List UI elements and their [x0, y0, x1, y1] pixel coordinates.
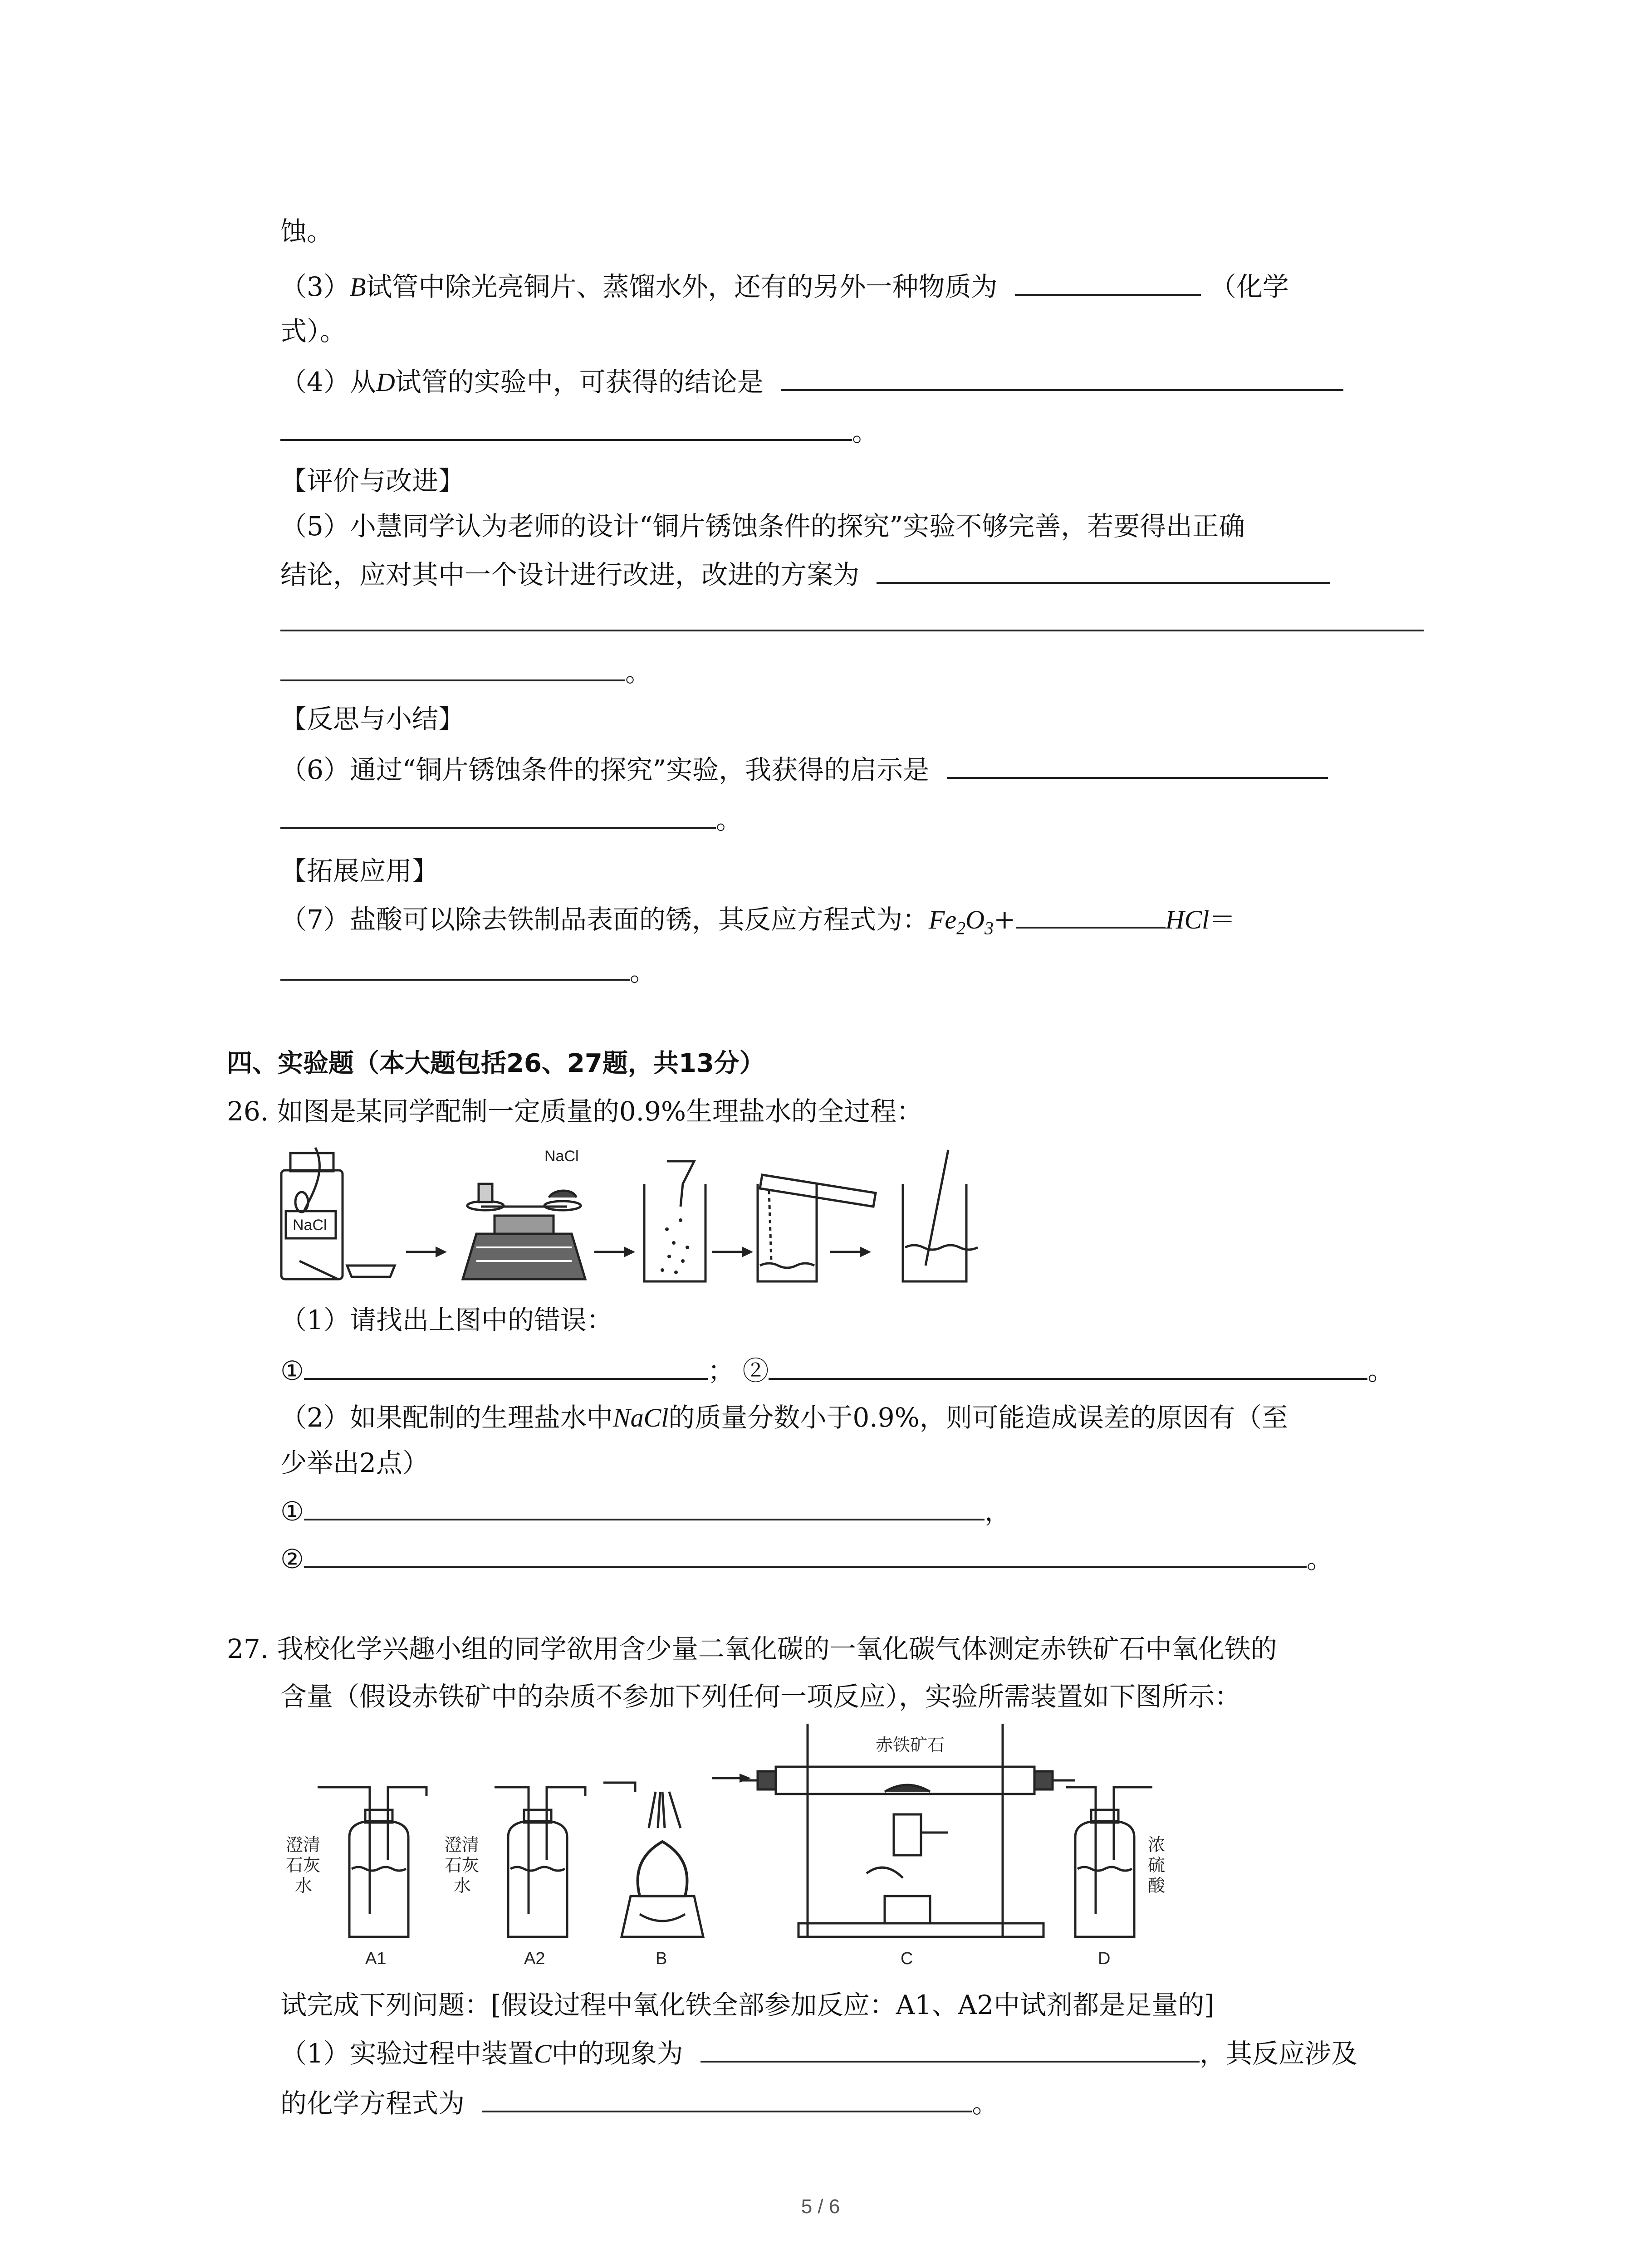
a1-reagent-line1: 澄清: [286, 1836, 321, 1855]
q4-line2: 。: [280, 413, 878, 450]
ore-label: 赤铁矿石: [876, 1736, 945, 1755]
answer-blank[interactable]: [304, 1492, 985, 1520]
nacl-balance-label: NaCl: [544, 1148, 579, 1165]
answer-blank[interactable]: [482, 2084, 972, 2112]
answer-blank[interactable]: [304, 1540, 1307, 1568]
q26-stem: 26. 如图是某同学配制一定质量的0.9%生理盐水的全过程：: [227, 1096, 923, 1127]
q6-line1: （6）通过“铜片锈蚀条件的探究”实验，我获得的启示是: [280, 751, 1328, 788]
label-c: C: [901, 1949, 913, 1968]
label-b: B: [656, 1949, 667, 1968]
answer-blank[interactable]: [1016, 900, 1166, 929]
d-reagent-line2: 硫: [1148, 1856, 1166, 1875]
q26-sub2-answer2: ② 。: [280, 1540, 1333, 1577]
a2-reagent-line1: 澄清: [445, 1836, 480, 1855]
q26-procedure-figure: [272, 1143, 1007, 1293]
label-a1: A1: [365, 1949, 387, 1968]
q27-stem-line2: 含量（假设赤铁矿中的杂质不参加下列任何一项反应），实验所需装置如下图所示：: [280, 1681, 1241, 1712]
eval-heading: 【评价与改进】: [280, 465, 465, 496]
answer-blank[interactable]: [947, 751, 1328, 779]
q26-sub2-answer1: ① ，: [280, 1492, 1011, 1530]
answer-blank[interactable]: [781, 363, 1343, 391]
q3-line2: 式）。: [280, 316, 347, 347]
q27-sub1-line1: （1）实验过程中装置C中的现象为 ，其反应涉及: [280, 2034, 1357, 2072]
q5-line3: [280, 603, 1424, 640]
a1-reagent-line2: 石灰: [286, 1856, 321, 1875]
answer-blank[interactable]: [1015, 268, 1201, 296]
answer-blank[interactable]: [280, 953, 630, 981]
q3-line1: （3）B试管中除光亮铜片、蒸馏水外，还有的另外一种物质为 （化学: [280, 268, 1289, 305]
q26-sub2-line1: （2）如果配制的生理盐水中NaCl的质量分数小于0.9%，则可能造成误差的原因有（至: [280, 1402, 1288, 1433]
apply-heading: 【拓展应用】: [280, 855, 439, 886]
section-heading: 四、实验题（本大题包括26、27题，共13分）: [227, 1049, 765, 1078]
answer-blank[interactable]: [700, 2034, 1200, 2063]
d-reagent-line3: 酸: [1148, 1877, 1166, 1896]
answer-blank[interactable]: [877, 556, 1330, 584]
q27-stem-line1: 27. 我校化学兴趣小组的同学欲用含少量二氧化碳的一氧化碳气体测定赤铁矿石中氧化铁的: [227, 1633, 1277, 1664]
reflect-heading: 【反思与小结】: [280, 704, 465, 734]
answer-blank[interactable]: [280, 413, 852, 441]
q27-apparatus-figure: [277, 1724, 1465, 1978]
label-a2: A2: [524, 1949, 545, 1968]
q5-line2: 结论，应对其中一个设计进行改进，改进的方案为: [280, 556, 1330, 593]
page-number: 5 / 6: [801, 2195, 840, 2218]
q26-sub2-line2: 少举出2点）: [280, 1447, 429, 1478]
answer-blank[interactable]: [304, 1352, 708, 1380]
answer-blank[interactable]: [280, 653, 625, 681]
q26-sub1: （1）请找出上图中的错误：: [280, 1305, 613, 1335]
q5-line4: 。: [280, 653, 652, 690]
a2-reagent-line3: 水: [454, 1877, 471, 1896]
q6-line2: 。: [280, 801, 742, 838]
d-reagent-line1: 浓: [1148, 1836, 1166, 1855]
q26-sub1-answers: ① ； ② 。: [280, 1352, 1394, 1389]
a1-reagent-line3: 水: [295, 1877, 313, 1896]
label-d: D: [1098, 1949, 1111, 1968]
answer-blank[interactable]: [280, 603, 1424, 631]
q2-tail: 蚀。: [280, 216, 333, 247]
q5-line1: （5）小慧同学认为老师的设计“铜片锈蚀条件的探究”实验不够完善，若要得出正确: [280, 511, 1245, 542]
answer-blank[interactable]: [769, 1352, 1367, 1380]
q4-line1: （4）从D试管的实验中，可获得的结论是: [280, 363, 1343, 401]
q27-instruction: 试完成下列问题：[假设过程中氧化铁全部参加反应：A1、A2中试剂都是足量的]: [280, 1989, 1215, 2020]
a2-reagent-line2: 石灰: [445, 1856, 480, 1875]
q7-line2: 。: [280, 953, 656, 990]
answer-blank[interactable]: [280, 801, 716, 829]
q7-line1: （7）盐酸可以除去铁制品表面的锈，其反应方程式为：$Fe_2O_3+ HCl=$: [280, 900, 1235, 947]
nacl-bottle-label: NaCl: [293, 1217, 327, 1234]
q27-sub1-line2: 的化学方程式为 。: [280, 2084, 998, 2121]
